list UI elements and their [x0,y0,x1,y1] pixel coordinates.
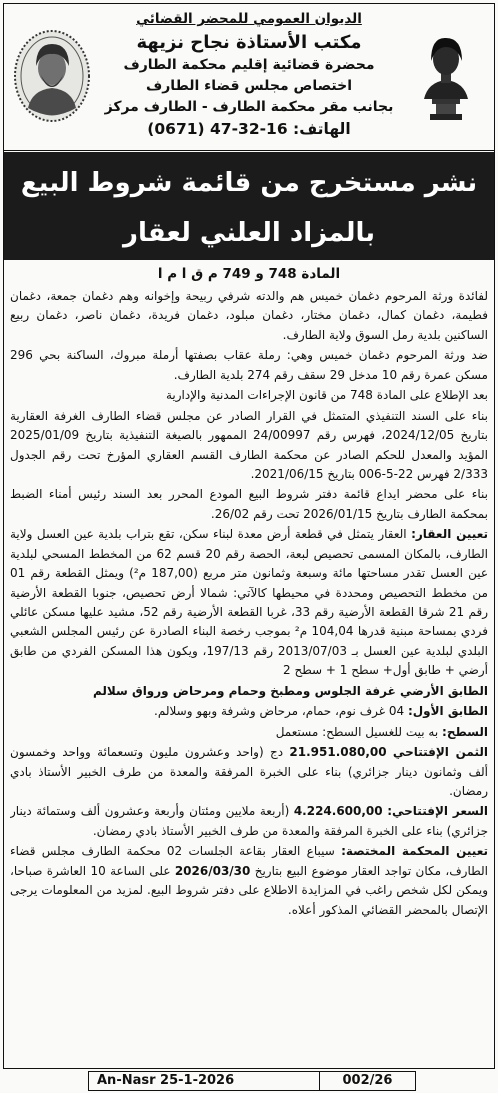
enforcement-title-paragraph: بناء على السند التنفيذي المتمثل في القرار الصادر عن مجلس قضاء الطارف الغرفة العقارية بتاريخ 2024/12/05، فهرس رقم 24/00997 الممهور بالصيغة التنفيذية بتاريخ 2025/01/09 المؤيد والمعدل للحكم الصادر عن محكمة الطارف القسم العقاري المؤرخ تحت رقم الجدول 2/333 فهرس 22-5-006 بتاريخ 2021/06/15. [10,408,488,481]
first-floor-paragraph [10,702,488,721]
notice-body [10,287,488,1065]
auction-text-before: سيباع العقار بقاعة الجلسات 02 محكمة الطارف مجلس قضاء الطارف، مكان تواجد العقار موضوع البيع بتاريخ [10,844,488,878]
opening-price-lead: الثمن الإفتتاحي [392,745,488,760]
legal-notice [3,3,495,1069]
property-description-paragraph [10,525,488,681]
starting-bid-text: (أربعة ملايين ومئتان وأربعة وعشرون ألف وستمائة دينار جزائري) بناء على الخبرة المرفقة والمعدة من طرف الخبير الأستاذ بادي رمضان. [10,804,488,838]
notice-banner [4,152,494,260]
bailiff-name: مكتب الأستاذة نجاح نزيهة [136,32,362,53]
opening-price-text: دج (واحد وعشرون مليون وتسعمائة وواحد وخمسون ألف وثمانون دينار جزائري) بناء على الخبرة المرفقة والمعدة من طرف الخبير الأستاذ بادي رمضان. [10,745,488,798]
jurisdiction: اختصاص مجلس قضاء الطارف [145,78,353,94]
banner-title-line-1: نشر مستخرج من قائمة شروط البيع [20,168,478,198]
banner-title-line-2: بالمزاد العلني لعقار [122,218,375,248]
publication-reference: 002/26 [342,1073,393,1088]
first-floor-lead: الطابق الأول: [407,704,488,719]
pedestal-column [436,104,456,114]
roof-text: به بيت للغسيل السطح: مستعمل [275,724,439,739]
roof-lead: السطح: [442,724,488,739]
auction-paragraph [10,842,488,920]
publication-source: An-Nasr 25-1-2026 [89,1072,320,1090]
roof-paragraph [10,723,488,742]
portrait-medallion-icon [12,28,92,124]
article-reference: المادة 748 و 749 م ق ا م ا [157,266,341,282]
auction-lead: تعيين المحكمة المختصة: [341,844,488,859]
publication-footer [88,1071,416,1091]
office-address: بجانب مقر محكمة الطارف - الطارف مركز [104,99,394,115]
bailiff-title: محضرة قضائية إقليم محكمة الطارف [123,57,375,73]
office-details [96,9,402,141]
ground-floor-paragraph [10,682,488,701]
deposit-record-paragraph: بناء على محضر ايداع قائمة دفتر شروط البيع المودع المحرر بعد السند رئيس أمناء الضبط بمحكمة الطارف بتاريخ 2026/01/15 تحت رقم 26/02. [10,487,488,521]
property-text: العقار يتمثل في قطعة أرض معدة لبناء سكن، تقع بتراب بلدية عين العسل ولاية الطارف، بالمكان المسمى تحصيص لبعة، الحصة رقم 20 قسم 62 من المخطط المسحي لبلدية عين العسل تقدر مساحتها مائة وسبعة وثمانون متر مربع (187,00 م²) ويمثل القطعة رقم 01 من مخطط التحصيص ومحددة في محيطها كالآتي: شمالا أرض تحصيص، جنوبا القطعة الأرضية رقم 21 شرقا القطعة الأرضية رقم 33، غربا القطعة الأرضية رقم 52، مشيد عليها مسكن عائلي فردي بمساحة مبنية قدرها 104,04 م² بموجب رخصة البناء الصادرة عن رئيس المجلس الشعبي البلدي لبلدية عين العسل بـ 2013/07/03 رقم 197/13، ويكون هذا المسكن الفردي من طابق أرضي + طابق أول+ سطح 1 + سطح 2 [10,527,488,678]
opening-price-amount: 21.951.080,00 [289,745,387,760]
office-phone: الهاتف: 16-32-47 (0671) [147,120,351,138]
office-heading: الديوان العمومي للمحضر القضائي [136,11,362,27]
notice-header [4,4,494,151]
statue-bust-icon [406,28,486,124]
starting-bid-amount: 4.224.600,00 [293,804,383,819]
beneficiaries-paragraph: لفائدة ورثة المرحوم دغمان خميس هم والدته شرفي ربيحة وإخوانه وهم دغمان جمعة، دغمان فطيمة، دغمان كمال، دغمان مختار، دغمان مبلود، دغمان فريدة، دغمان ناصر، دغمان ربيع الساكنين بلدية رمل السوق ولاية الطارف. [10,289,488,342]
auction-text-after: على الساعة 10 العاشرة صباحا، ويمكن لكل شخص راغب في المزايدة الاطلاع على دفتر شروط البيع. لمزيد من المعلومات يرجى الإتصال بالمحضر القضائي المذكور أعلاه. [10,863,488,917]
pedestal-base [430,114,462,120]
defendants-paragraph: ضد ورثة المرحوم دغمان خميس وهي: رملة عقاب بصفتها أرملة مبروك، الساكنة بحي 296 مسكن عمرة رقم 10 مدخل 29 سقف رقم 274 بلدية الطارف. [10,348,488,382]
first-floor-text: 04 غرف نوم، حمام، مرحاض وشرفة وبهو وسلالم. [154,704,405,719]
auction-date: 2026/03/30 [174,863,251,878]
legal-basis-paragraph: بعد الإطلاع على المادة 748 من قانون الإجراءات المدنية والإدارية [165,388,488,403]
property-lead: تعيين العقار: [411,527,488,542]
ground-floor-text: غرفة الجلوس ومطبخ وحمام ومرحاض ورواق سلالم [92,683,396,698]
starting-bid-paragraph [10,802,488,841]
starting-bid-lead: السعر الإفتتاحي: [387,804,488,819]
opening-price-paragraph [10,743,488,801]
ground-floor-lead: الطابق الأرضي [399,683,488,698]
